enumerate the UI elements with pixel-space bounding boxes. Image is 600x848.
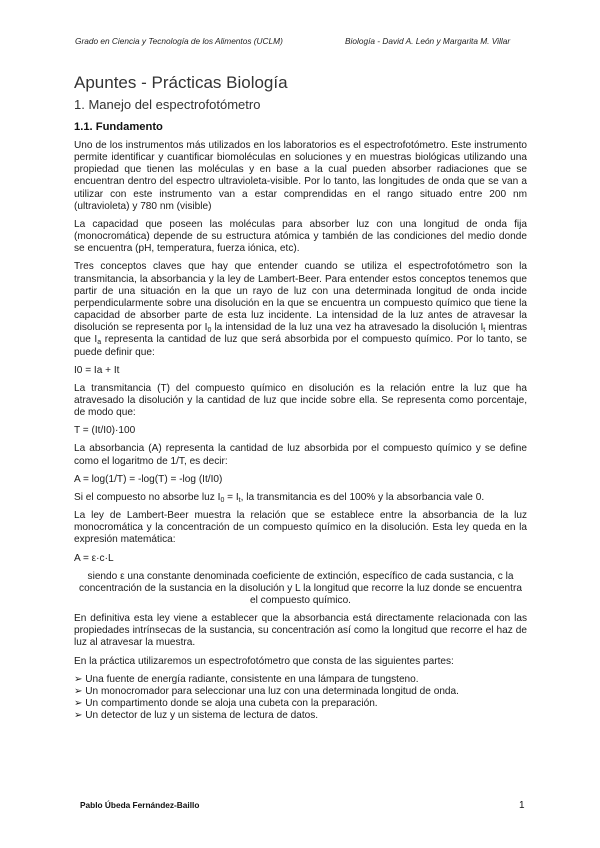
paragraph: La capacidad que poseen las moléculas para absorber luz con una longitud de onda fija (monocromática) depende de su estructura atómica y también de las condiciones del medio donde se encuentra (pH, temperatura, fuerza iónica, etc). (74, 218, 527, 255)
paragraph: Uno de los instrumentos más utilizados en los laboratorios es el espectrofotómetro. Este instrumento permite identificar y cuantificar biomoléculas en soluciones y en muestras biológicas utilizando una propiedad que tienen las moléculas y en base a la cual pueden absorber radiaciones que se encuentran dentro del espectro ultravioleta-visible. Por lo tanto, las longitudes de onda que se van a utilizar con este instrumento van a estar comprendidas en el rango situado entre 200 nm (ultravioleta) y 780 nm (visible) (74, 140, 527, 212)
equation-absorbance: A = log(1/T) = -log(T) = -log (It/I0) (74, 473, 223, 485)
paragraph: Si el compuesto no absorbe luz $I_0 = I_t$, la transmitancia es del 100% y la absorbancia vale 0. (74, 491, 485, 504)
page-number: 1 (519, 800, 525, 811)
section-title: 1. Manejo del espectrofotómetro (74, 97, 261, 112)
header-course: Grado en Ciencia y Tecnología de los Alimentos (UCLM) (75, 36, 283, 46)
body-text (74, 140, 527, 722)
parts-list (74, 674, 527, 723)
equation-intensity: I0 = Ia + It (74, 364, 120, 376)
equation-lambert-beer: A = ε·c·L (74, 552, 114, 564)
equation-transmittance: T = (It/I0)·100 (74, 425, 136, 437)
subsection-title: 1.1. Fundamento (74, 121, 163, 133)
footer-author: Pablo Úbeda Fernández-Baillo (80, 800, 200, 810)
paragraph: En definitiva esta ley viene a establecer que la absorbancia está directamente relacionada con las propiedades intrínsecas de la sustancia, su concentración así como la longitud que recorre el haz de luz al atravesar la muestra. (74, 613, 527, 649)
paragraph: siendo ε una constante denominada coeficiente de extinción, específico de cada sustancia, c la concentración de la sustancia en la disolución y L la longitud que recorre la luz donde se encuentra el compuesto químico. (79, 570, 522, 606)
document-title: Apuntes - Prácticas Biología (74, 73, 288, 92)
list-item: ➢ Un detector de luz y un sistema de lectura de datos. (74, 710, 319, 722)
list-item: ➢ Un compartimento donde se aloja una cubeta con la preparación. (74, 698, 378, 710)
list-item: ➢ Una fuente de energía radiante, consistente en una lámpara de tungsteno. (74, 673, 419, 685)
list-item: ➢ Un monocromador para seleccionar una luz con una determinada longitud de onda. (74, 685, 459, 697)
paragraph: La ley de Lambert-Beer muestra la relación que se establece entre la absorbancia de la luz monocromática y la concentración de un compuesto químico en la disolución. Esta ley queda en la expresión matemática: (74, 510, 527, 546)
paragraph: La transmitancia (T) del compuesto químico en disolución es la relación entre la luz que ha atravesado la disolución y la cantidad de luz que incide sobre ella. Se representa como porcentaje, de modo que: (74, 382, 527, 419)
paragraph: Tres conceptos claves que hay que entender cuando se utiliza el espectrofotómetro son la transmitancia, la absorbancia y la ley de Lambert-Beer. Para entender estos conceptos tenemos que partir de una situación en la que un rayo de luz con una determinada longitud de onda incide perpendicularmente sobre una disolución en la que se encuentra un compuesto químico que tiene la capacidad de absorber parte de esta luz incidente. La intensidad de la luz antes de atravesar la disolución se representa por $I_0$ la intensidad de la luz una vez ha atravesado la disolución $I_t$ mientras que $I_a$ representa la cantidad de luz que será absorbida por el compuesto químico. Por lo tanto, se puede definir que: (74, 261, 528, 358)
paragraph: La absorbancia (A) representa la cantidad de luz absorbida por el compuesto químico y se define como el logaritmo de 1/T, es decir: (74, 443, 527, 467)
paragraph: En la práctica utilizaremos un espectrofotómetro que consta de las siguientes partes: (74, 655, 454, 667)
header-subject: Biología - David A. León y Margarita M. Villar (345, 36, 511, 46)
